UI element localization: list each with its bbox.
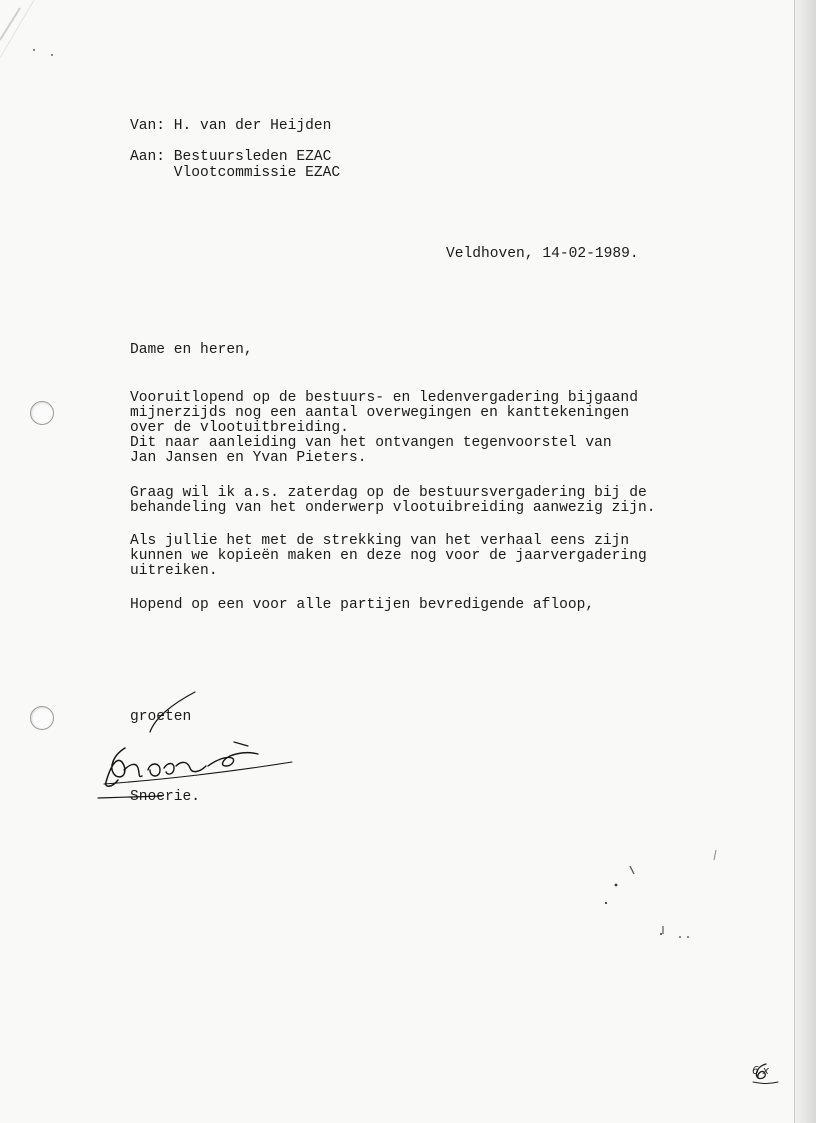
- paragraph-1: Vooruitlopend op de bestuurs- en ledenvergadering bijgaand mijnerzijds nog een aantal overwegingen en kanttekeningen over de vlootuitbreiding. Dit naar aanleiding van het ontvangen tegenvoorstel van Jan Jansen en Yvan Pieters.: [130, 390, 638, 466]
- closing-line: Hopend op een voor alle partijen bevredigende afloop,: [130, 597, 595, 613]
- place-and-date: Veldhoven, 14-02-1989.: [446, 246, 639, 262]
- signature-name: Snoerie.: [130, 789, 201, 805]
- signature-scrawl: [98, 692, 292, 798]
- page-edge-line: [794, 0, 795, 1123]
- recipient-line-2: Vlootcommissie EZAC: [130, 165, 341, 181]
- punch-hole-lower: [30, 706, 54, 730]
- paragraph-2: Graag wil ik a.s. zaterdag op de bestuursvergadering bij de behandeling van het onderwerp vlootuibreiding aanwezig zijn.: [130, 485, 656, 516]
- salutation: Dame en heren,: [130, 342, 253, 358]
- corner-fold-mark: [0, 0, 34, 58]
- recipient-line-1: Aan: Bestuursleden EZAC: [130, 149, 332, 165]
- greeting: groeten: [130, 709, 192, 725]
- page-edge-shadow: [794, 0, 816, 1123]
- punch-hole-upper: [30, 401, 54, 425]
- paragraph-3: Als jullie het met de strekking van het verhaal eens zijn kunnen we kopieën maken en deze nog voor de jaarvergadering uitreiken.: [130, 533, 647, 579]
- sender-line: Van: H. van der Heijden: [130, 118, 332, 134]
- margin-note: 6 x: [752, 1064, 770, 1077]
